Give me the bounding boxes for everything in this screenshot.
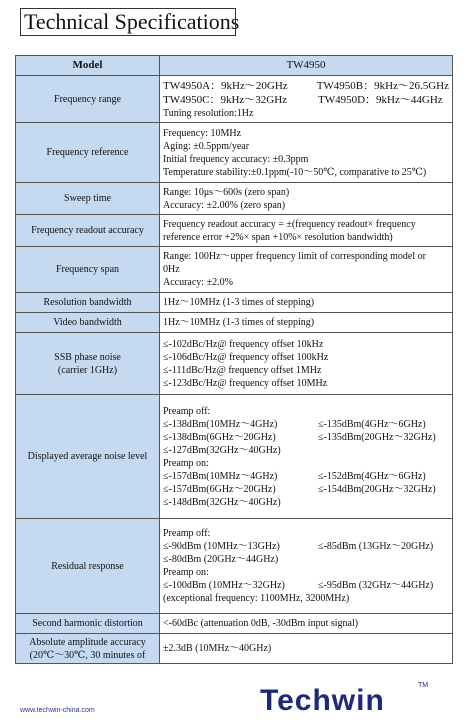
residual-response-value (160, 519, 453, 614)
row-second-harmonic (16, 614, 453, 634)
row-absolute-amplitude (16, 634, 453, 664)
frequency-reference-label: Frequency reference (16, 123, 160, 183)
row-frequency-range (16, 76, 453, 123)
spec-line: Aging: ±0.5ppm/year (163, 140, 250, 152)
absolute-amplitude-value: ±2.3dB (10MHz～40GHz) (160, 634, 453, 664)
spec-line: ≤-123dBc/Hz@ frequency offset 10MHz (163, 377, 328, 389)
spec-item: ≤-100dBm (10MHz～32GHz) (163, 580, 285, 591)
spec-item: ≤-154dBm(20GHz～32GHz) (318, 483, 436, 495)
frequency-range-value (160, 76, 453, 123)
spec-line: 0Hz (163, 264, 180, 275)
spec-line: ≤-106dBc/Hz@ frequency offset 100kHz (163, 351, 329, 363)
second-harmonic-label: Second harmonic distortion (16, 614, 160, 634)
model-range: TW4950D：9kHz～44GHz (318, 93, 443, 106)
spec-pair-line (163, 579, 449, 592)
sweep-time-value (160, 183, 453, 215)
video-bandwidth-value: 1Hz～10MHz (1-3 times of stepping) (160, 313, 453, 333)
frequency-range-label: Frequency range (16, 76, 160, 123)
spec-line: ≤-111dBc/Hz@ frequency offset 1MHz (163, 364, 322, 376)
model-header-value: TW4950 (160, 56, 453, 76)
spec-line: Initial frequency accuracy: ±0.3ppm (163, 153, 309, 165)
label-line: Absolute amplitude accuracy (29, 636, 146, 648)
spec-line: ≤-148dBm(32GHz～40GHz) (163, 496, 281, 508)
spec-line: Accuracy: ±2.00% (zero span) (163, 199, 286, 211)
spec-pair-line (163, 483, 449, 496)
spec-line: (exceptional frequency: 1100MHz, 3200MHz) (163, 593, 350, 604)
spec-item: ≤-138dBm(6GHz～20GHz) (163, 431, 276, 443)
danl-value (160, 395, 453, 519)
residual-response-label: Residual response (16, 519, 160, 614)
video-bandwidth-label: Video bandwidth (16, 313, 160, 333)
spec-line: ≤-102dBc/Hz@ frequency offset 10kHz (163, 338, 324, 350)
preamp-off-label: Preamp off: (163, 405, 211, 417)
model-range: TW4950A：9kHz～20GHz (163, 79, 288, 92)
spec-pair-line (163, 470, 449, 483)
tuning-resolution: Tuning resolution:1Hz (163, 107, 254, 119)
resolution-bandwidth-label: Resolution bandwidth (16, 293, 160, 313)
label-line: (carrier 1GHz) (57, 364, 118, 376)
frequency-reference-value (160, 123, 453, 183)
preamp-on-label: Preamp on: (163, 567, 209, 578)
table-header-row (16, 56, 453, 76)
spec-item: ≤-90dBm (10MHz～13GHz) (163, 541, 280, 552)
row-ssb-phase-noise (16, 333, 453, 395)
spec-pair-line (163, 431, 449, 444)
spec-item: ≤-157dBm(6GHz～20GHz) (163, 483, 276, 495)
spec-pair-line (163, 540, 449, 553)
spec-line: ≤-127dBm(32GHz～40GHz) (163, 444, 281, 456)
preamp-off-label: Preamp off: (163, 528, 211, 539)
model-range: TW4950C：9kHz～32GHz (163, 93, 288, 106)
spec-item: ≤-85dBm (13GHz～20GHz) (318, 541, 434, 552)
spec-item: ≤-135dBm(20GHz～32GHz) (318, 431, 436, 443)
model-range-line (163, 93, 449, 107)
page-title: Technical Specifications (20, 8, 236, 36)
second-harmonic-value: <-60dBc (attenuation 0dB, -30dBm input signal) (160, 614, 453, 634)
trademark-mark: TM (418, 682, 429, 689)
row-frequency-readout (16, 215, 453, 247)
spec-item: ≤-135dBm(4GHz～6GHz) (318, 418, 426, 430)
spec-line: Frequency readout accuracy = ±(frequency readout× frequency (163, 218, 416, 230)
row-danl (16, 395, 453, 519)
spec-line: Range: 100Hz～upper frequency limit of corresponding model or (163, 251, 426, 262)
frequency-readout-value (160, 215, 453, 247)
model-header-label: Model (16, 56, 160, 76)
danl-label: Displayed average noise level (16, 395, 160, 519)
row-residual-response (16, 519, 453, 614)
frequency-readout-label: Frequency readout accuracy (16, 215, 160, 247)
spec-item: ≤-95dBm (32GHz～44GHz) (318, 580, 434, 591)
spec-line: Frequency: 10MHz (163, 127, 242, 139)
spec-item: ≤-138dBm(10MHz～4GHz) (163, 418, 278, 430)
spec-line: Range: 10μs～600s (zero span) (163, 186, 290, 198)
footer-url: www.techwin-china.com (20, 707, 95, 714)
frequency-span-label: Frequency span (16, 247, 160, 293)
row-frequency-span (16, 247, 453, 293)
label-line: SSB phase noise (54, 351, 121, 363)
resolution-bandwidth-value: 1Hz～10MHz (1-3 times of stepping) (160, 293, 453, 313)
spec-item: ≤-157dBm(10MHz～4GHz) (163, 470, 278, 482)
preamp-on-label: Preamp on: (163, 457, 209, 469)
model-range: TW4950B：9kHz～26.5GHz (316, 79, 449, 92)
spec-pair-line (163, 418, 449, 431)
spec-line: reference error +2%× span +10%× resolution bandwidth) (163, 231, 393, 243)
spec-line: Accuracy: ±2.0% (163, 277, 233, 288)
spec-line: ≤-80dBm (20GHz～44GHz) (163, 554, 279, 565)
row-resolution-bandwidth (16, 293, 453, 313)
spec-table (15, 55, 453, 664)
row-sweep-time (16, 183, 453, 215)
model-range-line (163, 79, 449, 93)
ssb-phase-noise-label (16, 333, 160, 395)
frequency-span-value (160, 247, 453, 293)
spec-item: ≤-152dBm(4GHz～6GHz) (318, 470, 426, 482)
ssb-phase-noise-value (160, 333, 453, 395)
techwin-logo: Techwin (260, 684, 385, 717)
label-line: (20℃～30℃, 30 minutes of (29, 649, 146, 661)
sweep-time-label: Sweep time (16, 183, 160, 215)
row-video-bandwidth (16, 313, 453, 333)
spec-line: Temperature stability:±0.1ppm(-10～50℃, comparative to 25℃) (163, 166, 427, 178)
absolute-amplitude-label (16, 634, 160, 664)
row-frequency-reference (16, 123, 453, 183)
